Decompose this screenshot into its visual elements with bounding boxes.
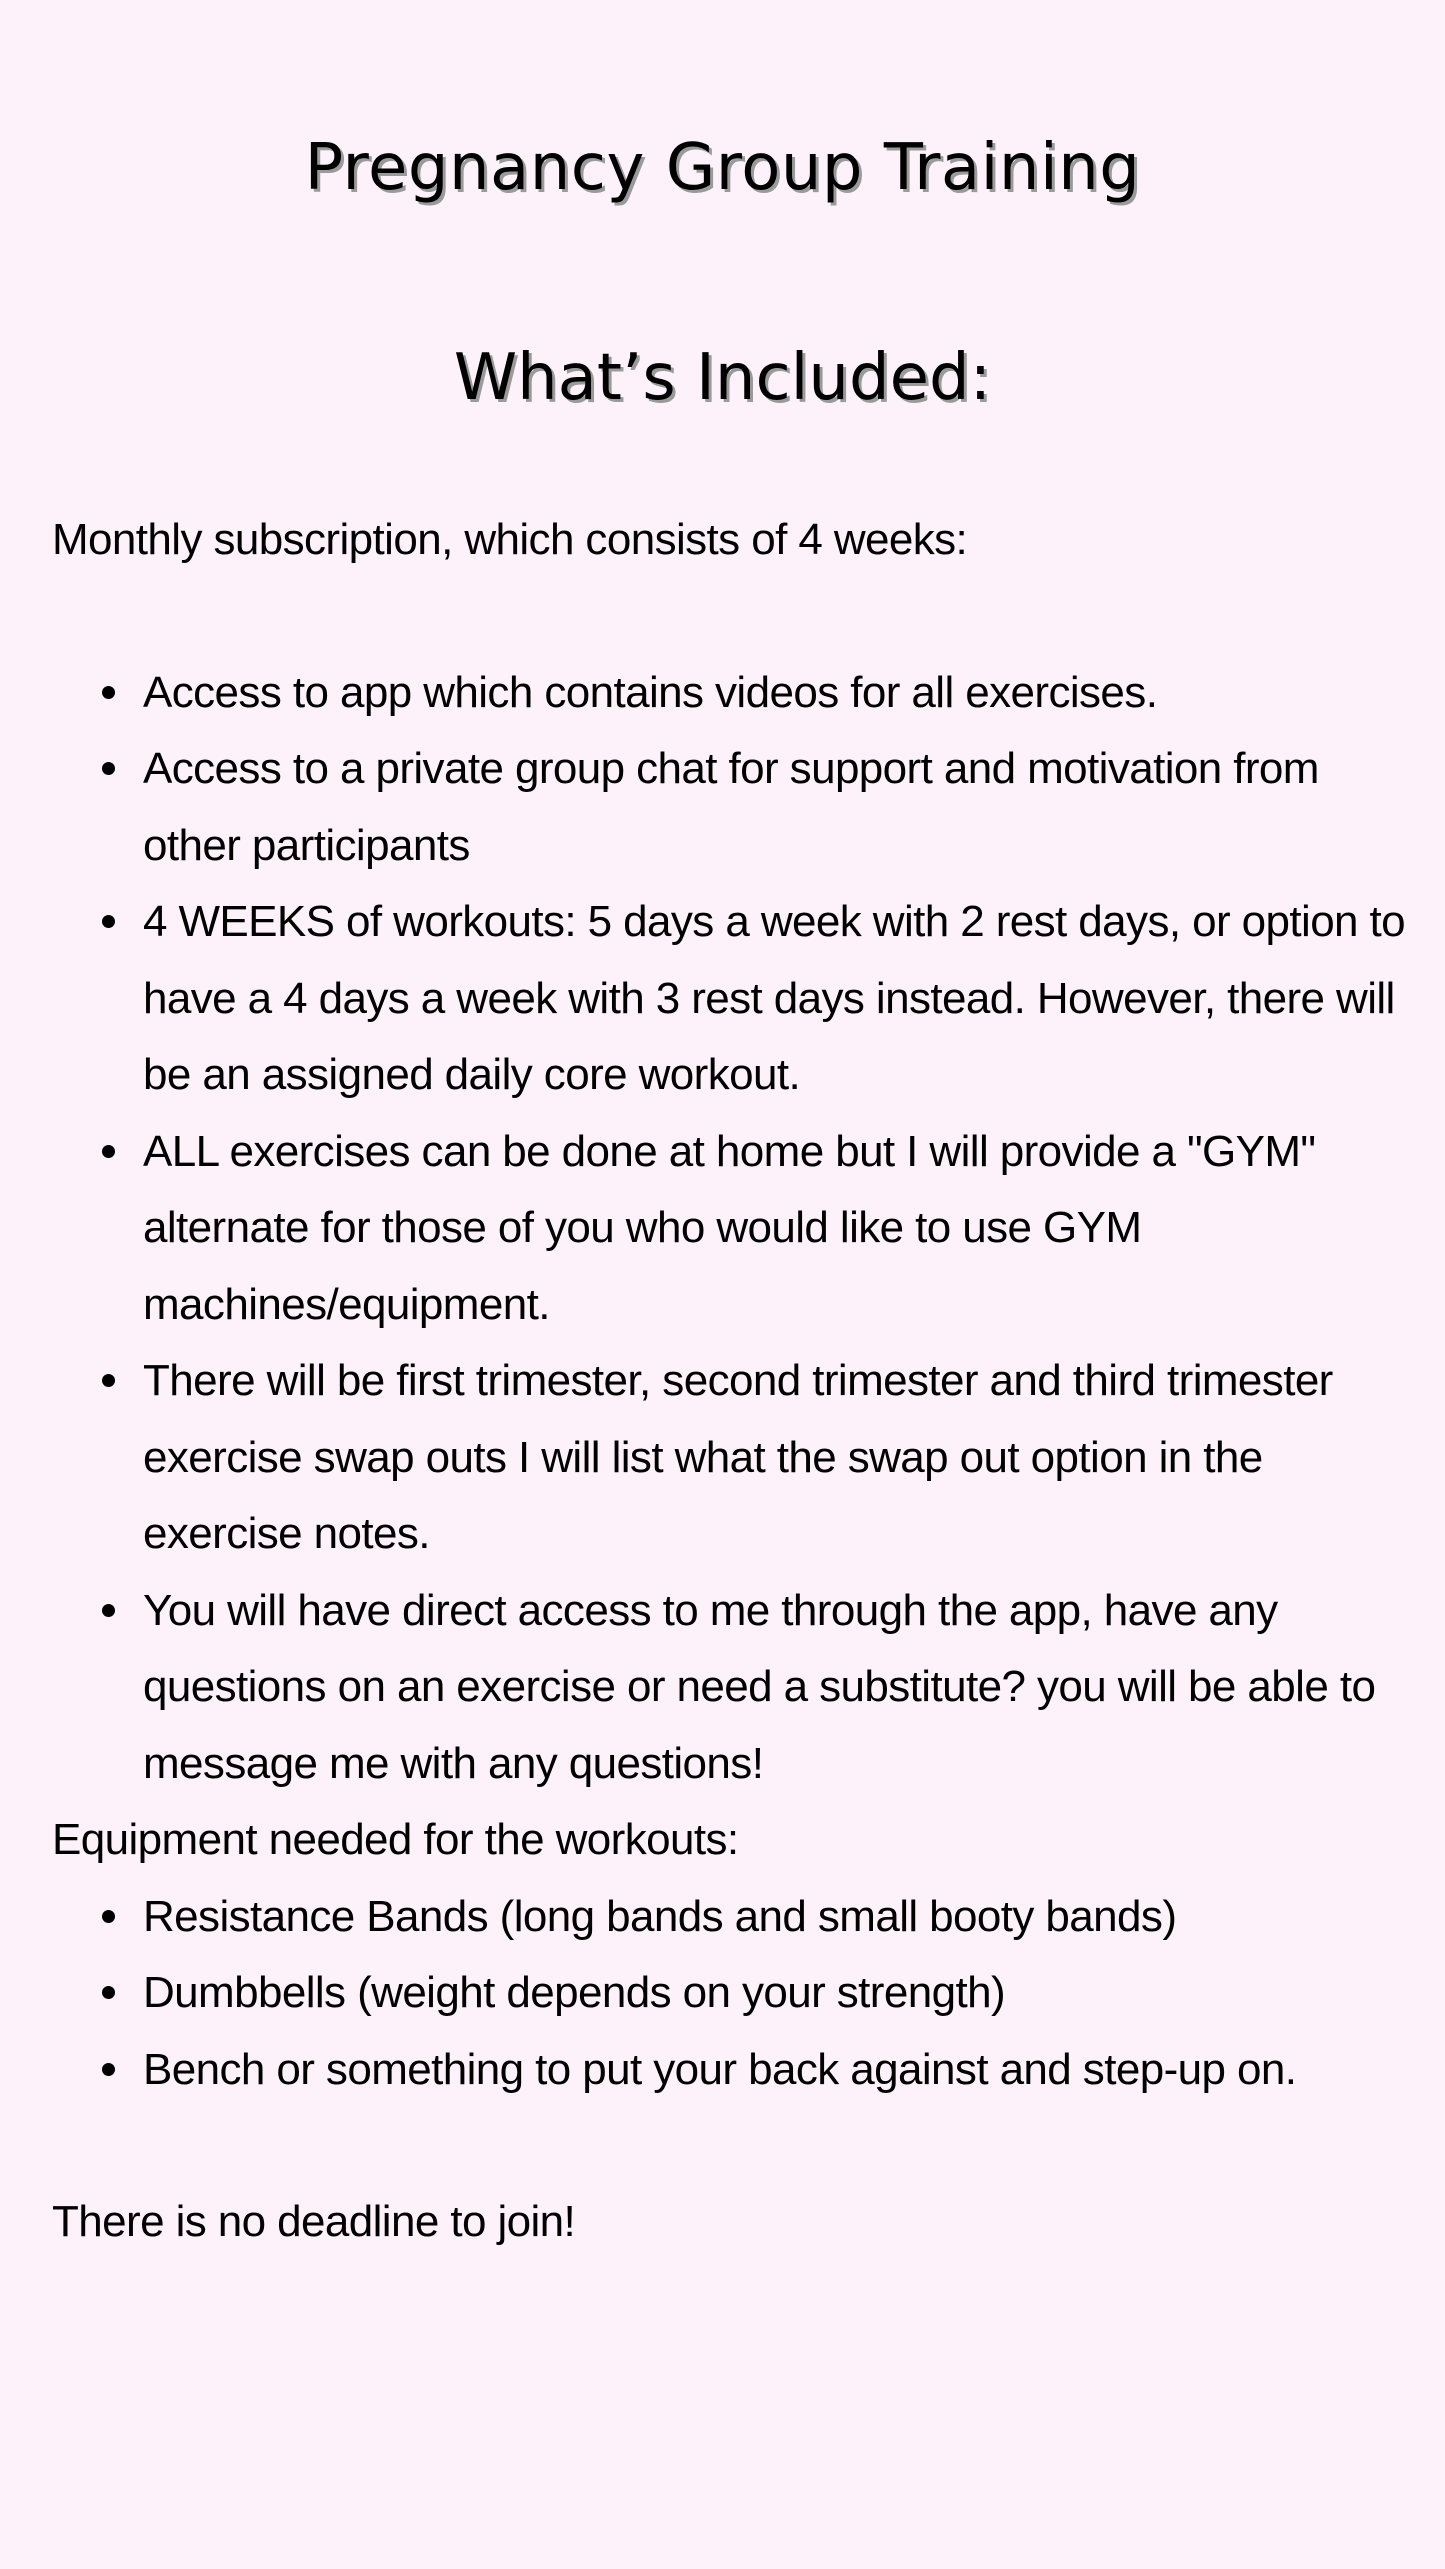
list-item bbox=[52, 1573, 1412, 1803]
list-item-text: 4 WEEKS of workouts: 5 days a week with 2 rest days, or option to have a 4 days a week with 3 rest days instead. However, there will be an assigned daily core workout. bbox=[143, 897, 1406, 1099]
list-item-text: Bench or something to put your back against and step-up on. bbox=[143, 2044, 1297, 2094]
bullet-icon bbox=[102, 1910, 115, 1923]
bullet-icon bbox=[102, 1145, 115, 1158]
list-item-text: Access to app which contains videos for all exercises. bbox=[143, 667, 1158, 717]
equipment-list bbox=[52, 1879, 1412, 2109]
spacer bbox=[52, 2108, 1412, 2184]
list-item bbox=[52, 655, 1412, 732]
list-item bbox=[52, 731, 1412, 884]
bullet-icon bbox=[102, 915, 115, 928]
bullet-icon bbox=[102, 686, 115, 699]
list-item-text: Dumbbells (weight depends on your strength) bbox=[143, 1968, 1006, 2017]
page-title: Pregnancy Group Training bbox=[304, 131, 1141, 205]
list-item bbox=[52, 1955, 1412, 2032]
bullet-icon bbox=[102, 1986, 115, 1999]
included-list bbox=[52, 655, 1412, 1803]
section-heading-whats-included: What’s Included: bbox=[453, 341, 992, 415]
bullet-icon bbox=[102, 2063, 115, 2076]
list-item bbox=[52, 1343, 1412, 1573]
list-item bbox=[52, 1879, 1412, 1956]
bullet-icon bbox=[102, 1374, 115, 1387]
bullet-icon bbox=[102, 762, 115, 775]
bullet-icon bbox=[102, 1604, 115, 1617]
equipment-heading: Equipment needed for the workouts: bbox=[52, 1815, 739, 1864]
list-item-text: ALL exercises can be done at home but I will provide a "GYM" alternate for those of you who would like to use GYM machines/equipment. bbox=[143, 1126, 1316, 1329]
list-item bbox=[52, 2032, 1412, 2109]
list-item-text: There will be first trimester, second trimester and third trimester exercise swap outs I will list what the swap out option in the exercise notes. bbox=[143, 1356, 1333, 1558]
list-item-text: Access to a private group chat for support and motivation from other participants bbox=[143, 744, 1319, 870]
list-item-text: Resistance Bands (long bands and small booty bands) bbox=[143, 1891, 1177, 1941]
list-item bbox=[52, 1114, 1412, 1344]
list-item-text: You will have direct access to me through the app, have any questions on an exercise or need a substitute? you will be able to message me with any questions! bbox=[143, 1585, 1376, 1788]
intro-text: Monthly subscription, which consists of 4 weeks: bbox=[52, 515, 968, 564]
list-item bbox=[52, 884, 1412, 1114]
footer-note: There is no deadline to join! bbox=[52, 2197, 576, 2246]
content-body bbox=[52, 502, 1412, 2261]
